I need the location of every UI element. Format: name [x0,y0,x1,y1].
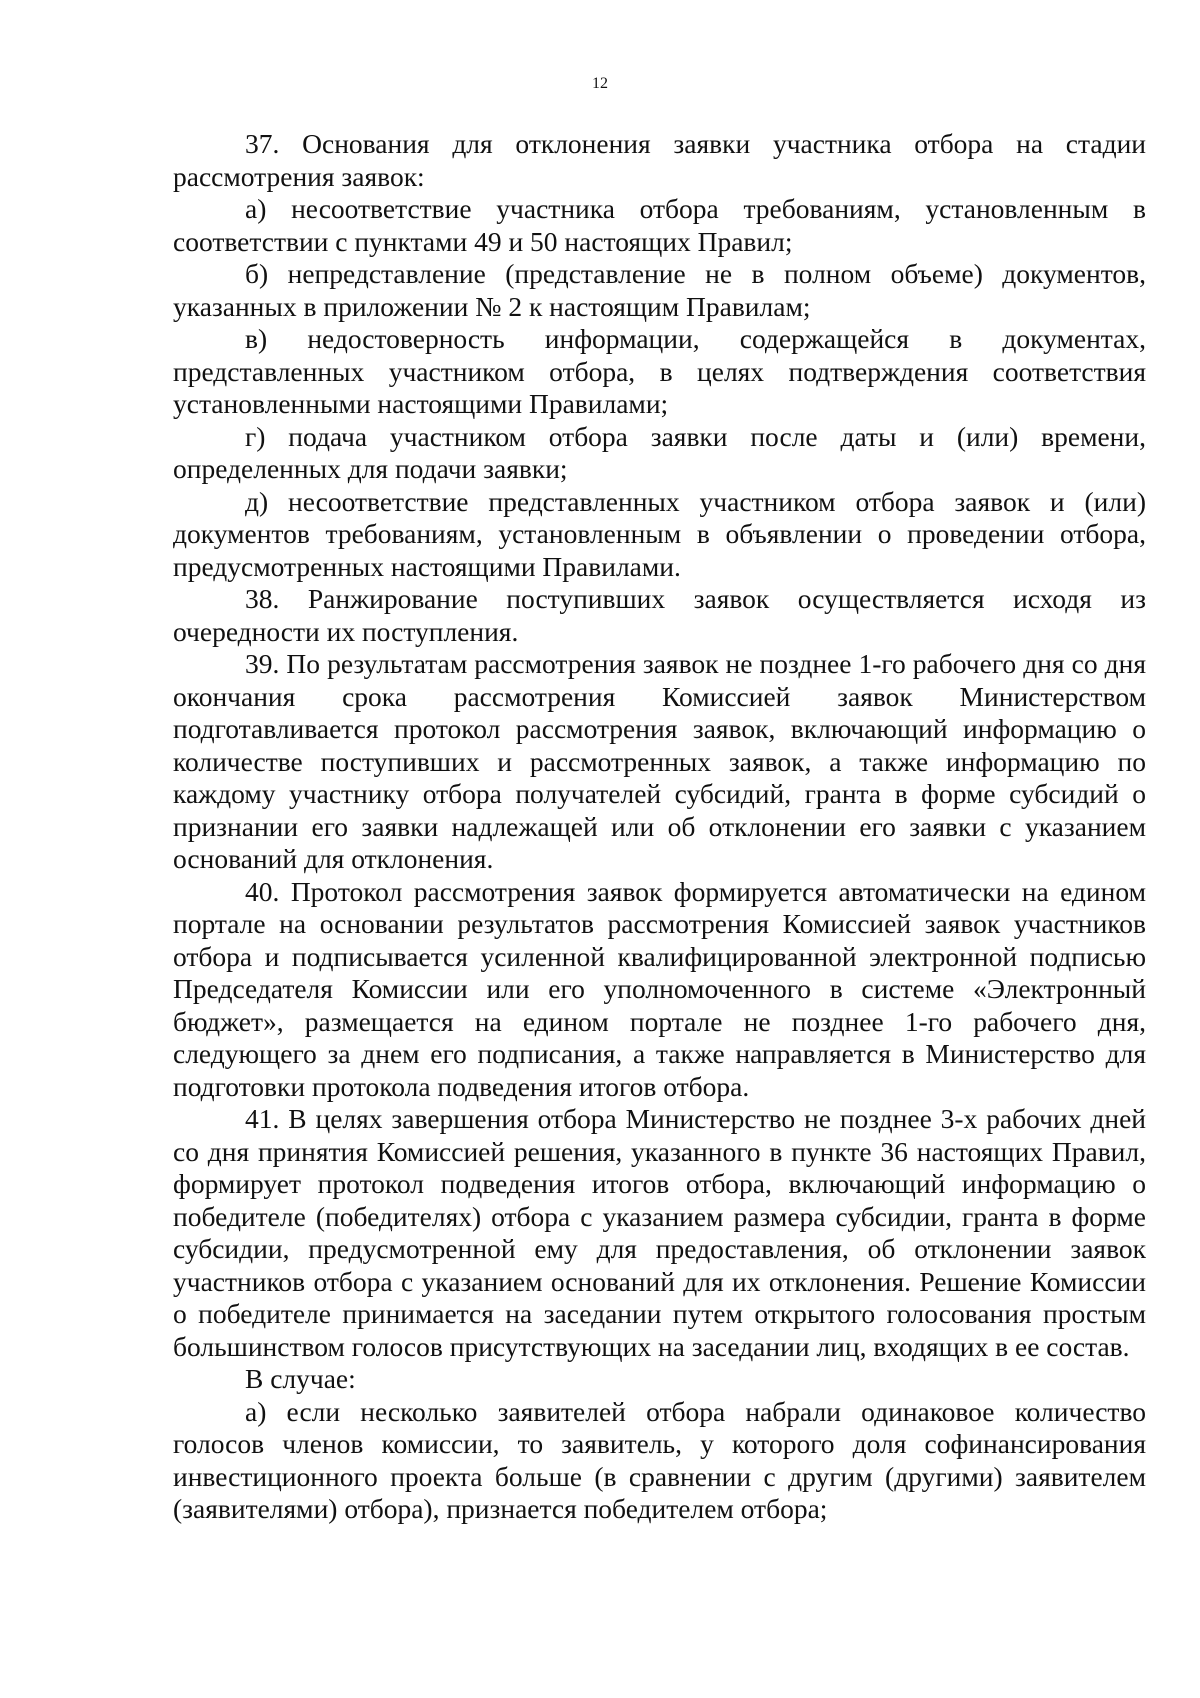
page-number: 12 [592,75,608,92]
paragraph: г) подача участником отбора заявки после даты и (или) времени, определенных для подачи заявки; [173,420,1146,484]
paragraph: 40. Протокол рассмотрения заявок формируется автоматически на едином портале на основании результатов рассмотрения Комиссией заявок участников отбора и подписывается усиленной квалифицированной электронной подписью Председателя Комиссии или его уполномоченного в системе «Электронный бюджет», размещается на едином портале не позднее 1-го рабочего дня, следующего за днем его подписания, а также направляется в Министерство для подготовки протокола подведения итогов отбора. [173,875,1146,1102]
document-body [173,128,1146,1526]
paragraph: 41. В целях завершения отбора Министерство не позднее 3-х рабочих дней со дня принятия Комиссией решения, указанного в пункте 36 настоящих Правил, формирует протокол подведения итогов отбора, включающий информацию о победителе (победителях) отбора с указанием размера субсидии, гранта в форме субсидии, предусмотренной ему для предоставления, об отклонении заявок участников отбора с указанием оснований для их отклонения. Решение Комиссии о победителе принимается на заседании путем открытого голосования простым большинством голосов присутствующих на заседании лиц, входящих в ее состав. [173,1103,1146,1362]
paragraph: а) если несколько заявителей отбора набрали одинаковое количество голосов членов комиссии, то заявитель, у которого доля софинансирования инвестиционного проекта больше (в сравнении с другим (другими) заявителем (заявителями) отбора), признается победителем отбора; [173,1395,1146,1524]
paragraph: 38. Ранжирование поступивших заявок осуществляется исходя из очередности их поступления. [173,583,1146,647]
paragraph: в) недостоверность информации, содержащейся в документах, представленных участником отбора, в целях подтверждения соответствия установленными настоящими Правилами; [173,323,1146,419]
paragraph: 37. Основания для отклонения заявки участника отбора на стадии рассмотрения заявок: [173,128,1146,192]
paragraph: д) несоответствие представленных участником отбора заявок и (или) документов требованиям, установленным в объявлении о проведении отбора, предусмотренных настоящими Правилами. [173,485,1146,582]
paragraph: б) непредставление (представление не в полном объеме) документов, указанных в приложении № 2 к настоящим Правилам; [173,258,1146,322]
paragraph: 39. По результатам рассмотрения заявок не позднее 1-го рабочего дня со дня окончания срока рассмотрения Комиссией заявок Министерством подготавливается протокол рассмотрения заявок, включающий информацию о количестве поступивших и рассмотренных заявок, а также информацию по каждому участнику отбора получателей субсидий, гранта в форме субсидий о признании его заявки надлежащей или об отклонении его заявки с указанием оснований для отклонения. [173,648,1146,874]
paragraph: а) несоответствие участника отбора требованиям, установленным в соответствии с пунктами 49 и 50 настоящих Правил; [173,193,1146,257]
paragraph: В случае: [245,1363,356,1394]
